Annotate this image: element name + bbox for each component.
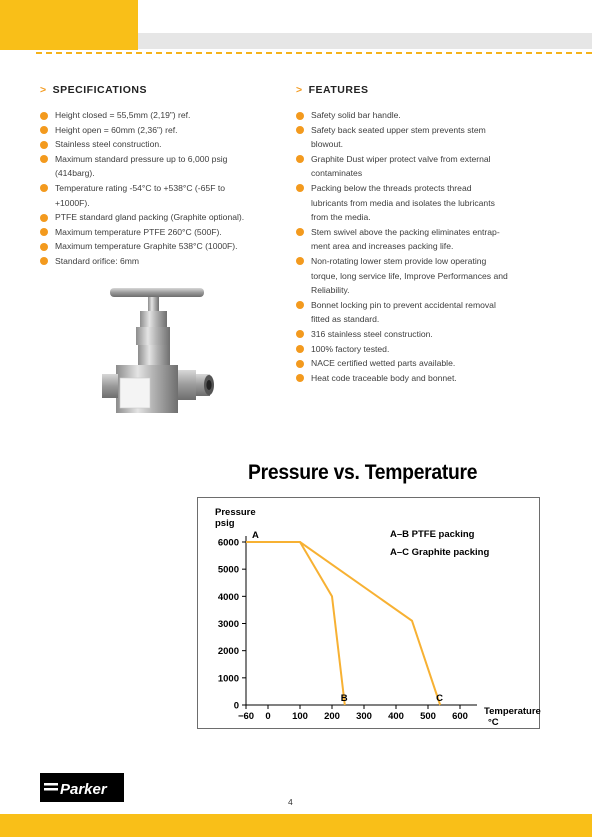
specifications-item-text: Temperature rating -54°C to +538°C (-65F to xyxy=(55,182,225,193)
bullet-dot-icon xyxy=(40,141,48,149)
features-item xyxy=(296,225,541,254)
x-tick-label: 200 xyxy=(324,711,340,722)
bullet-dot-icon xyxy=(296,345,304,353)
specifications-item-text: +1000F). xyxy=(55,197,90,208)
features-item-text: Safety solid bar handle. xyxy=(311,110,401,120)
bullet-dot-icon xyxy=(40,243,48,251)
x-axis-label: Temperature xyxy=(484,706,541,717)
header-accent-block xyxy=(0,0,138,50)
bullet-dot-icon xyxy=(296,257,304,265)
specifications-item-text: (414barg). xyxy=(55,168,95,179)
features-list xyxy=(296,108,541,385)
features-item-text: lubricants from media and isolates the lubricants xyxy=(311,197,495,208)
specifications-item xyxy=(40,137,285,152)
x-tick-label: 100 xyxy=(292,711,308,722)
y-tick-label: 2000 xyxy=(217,646,239,658)
features-item-text: ment area and increases packing life. xyxy=(311,241,454,252)
features-item-text: from the media. xyxy=(311,212,371,223)
series-line-graphite xyxy=(246,542,440,705)
features-item-text: fitted as standard. xyxy=(311,314,380,325)
bullet-dot-icon xyxy=(296,184,304,192)
features-item-text: Non-rotating lower stem provide low operating xyxy=(311,255,487,266)
features-item-text: Heat code traceable body and bonnet. xyxy=(311,372,457,383)
point-label: C xyxy=(436,693,444,704)
y-tick-label: 6000 xyxy=(217,537,239,549)
specifications-list xyxy=(40,108,285,269)
specifications-item xyxy=(40,225,285,240)
section-arrow-icon: > xyxy=(296,84,303,96)
y-tick-label: 3000 xyxy=(217,619,239,630)
x-tick-label: 500 xyxy=(420,711,436,722)
features-item-text: Packing below the threads protects thread xyxy=(311,182,472,193)
features-item xyxy=(296,298,541,327)
legend-entry: A–B PTFE packing xyxy=(390,529,475,540)
header-gray-bar xyxy=(138,33,592,49)
y-axis-label: Pressure xyxy=(215,507,256,518)
bullet-dot-icon xyxy=(40,112,48,120)
specifications-title: SPECIFICATIONS xyxy=(52,84,147,96)
y-tick-label: 0 xyxy=(233,700,239,712)
y-axis-label: psig xyxy=(215,518,235,529)
features-item xyxy=(296,327,541,342)
features-item xyxy=(296,356,541,371)
features-item-text: 100% factory tested. xyxy=(311,343,390,354)
features-item-text: Safety back seated upper stem prevents stem xyxy=(311,124,486,135)
bullet-dot-icon xyxy=(40,214,48,222)
features-item-text: torque, long service life, Improve Performances and xyxy=(311,270,508,281)
bullet-dot-icon xyxy=(296,112,304,120)
specifications-item-text: Maximum temperature PTFE 260°C (500F). xyxy=(55,226,222,237)
features-heading xyxy=(296,84,368,96)
needle-valve-image xyxy=(100,278,232,438)
bullet-dot-icon xyxy=(40,257,48,265)
header-dashed-divider xyxy=(36,52,592,54)
specifications-item xyxy=(40,108,285,123)
features-item xyxy=(296,181,541,225)
bullet-dot-icon xyxy=(296,330,304,338)
bullet-dot-icon xyxy=(40,228,48,236)
features-item xyxy=(296,371,541,386)
specifications-item xyxy=(40,181,285,210)
x-axis-unit-label: °C xyxy=(488,717,499,728)
y-tick-label: 5000 xyxy=(217,564,239,576)
bullet-dot-icon xyxy=(40,184,48,192)
features-item xyxy=(296,108,541,123)
chart-plot-area xyxy=(198,498,541,730)
specifications-item-text: PTFE standard gland packing (Graphite optional). xyxy=(55,212,245,223)
specifications-item-text: Height open = 60mm (2,36”) ref. xyxy=(55,124,178,135)
bullet-dot-icon xyxy=(296,228,304,236)
features-title: FEATURES xyxy=(308,84,369,96)
chart-title: Pressure vs. Temperature xyxy=(248,461,478,484)
pressure-temperature-chart xyxy=(197,497,540,729)
bullet-dot-icon xyxy=(40,155,48,163)
y-tick-label: 4000 xyxy=(217,591,239,603)
features-item-text: contaminates xyxy=(311,168,363,179)
features-item-text: blowout. xyxy=(311,139,344,150)
features-item-text: Bonnet locking pin to prevent accidental removal xyxy=(311,299,496,310)
x-tick-label: 0 xyxy=(265,711,271,722)
parker-logo xyxy=(40,773,124,802)
features-item xyxy=(296,123,541,152)
page-number: 4 xyxy=(288,797,293,807)
bullet-dot-icon xyxy=(296,301,304,309)
specifications-item xyxy=(40,239,285,254)
x-tick-label: 400 xyxy=(388,711,404,722)
footer-accent-bar xyxy=(0,814,592,837)
specifications-item-text: Standard orifice: 6mm xyxy=(55,255,140,266)
bullet-dot-icon xyxy=(296,155,304,163)
point-label: B xyxy=(340,693,348,704)
logo-wordmark: Parker xyxy=(60,781,107,798)
bullet-dot-icon xyxy=(296,126,304,134)
section-arrow-icon: > xyxy=(40,84,47,96)
specifications-item xyxy=(40,123,285,138)
x-tick-label: 600 xyxy=(452,711,468,722)
x-tick-label: −60 xyxy=(237,711,255,722)
specifications-item-text: Height closed = 55,5mm (2,19”) ref. xyxy=(55,110,191,120)
specifications-item xyxy=(40,210,285,225)
features-item-text: Stem swivel above the packing eliminates entrap- xyxy=(311,226,500,237)
features-item-text: Reliability. xyxy=(311,285,350,296)
specifications-item-text: Maximum standard pressure up to 6,000 psig xyxy=(55,153,228,164)
x-tick-label: 300 xyxy=(356,711,372,722)
features-item-text: NACE certified wetted parts available. xyxy=(311,358,456,369)
specifications-item-text: Stainless steel construction. xyxy=(55,139,162,150)
features-item xyxy=(296,254,541,298)
specifications-heading xyxy=(40,84,147,96)
point-label: A xyxy=(252,530,259,541)
legend-entry: A–C Graphite packing xyxy=(390,547,490,558)
bullet-dot-icon xyxy=(40,126,48,134)
series-line-ptfe xyxy=(246,542,345,705)
features-item xyxy=(296,152,541,181)
features-item xyxy=(296,342,541,357)
y-tick-label: 1000 xyxy=(217,673,239,685)
bullet-dot-icon xyxy=(296,374,304,382)
specifications-item xyxy=(40,254,285,269)
specifications-item xyxy=(40,152,285,181)
specifications-item-text: Maximum temperature Graphite 538°C (1000F). xyxy=(55,241,238,252)
features-item-text: Graphite Dust wiper protect valve from external xyxy=(311,153,491,164)
bullet-dot-icon xyxy=(296,360,304,368)
features-item-text: 316 stainless steel construction. xyxy=(311,328,433,339)
